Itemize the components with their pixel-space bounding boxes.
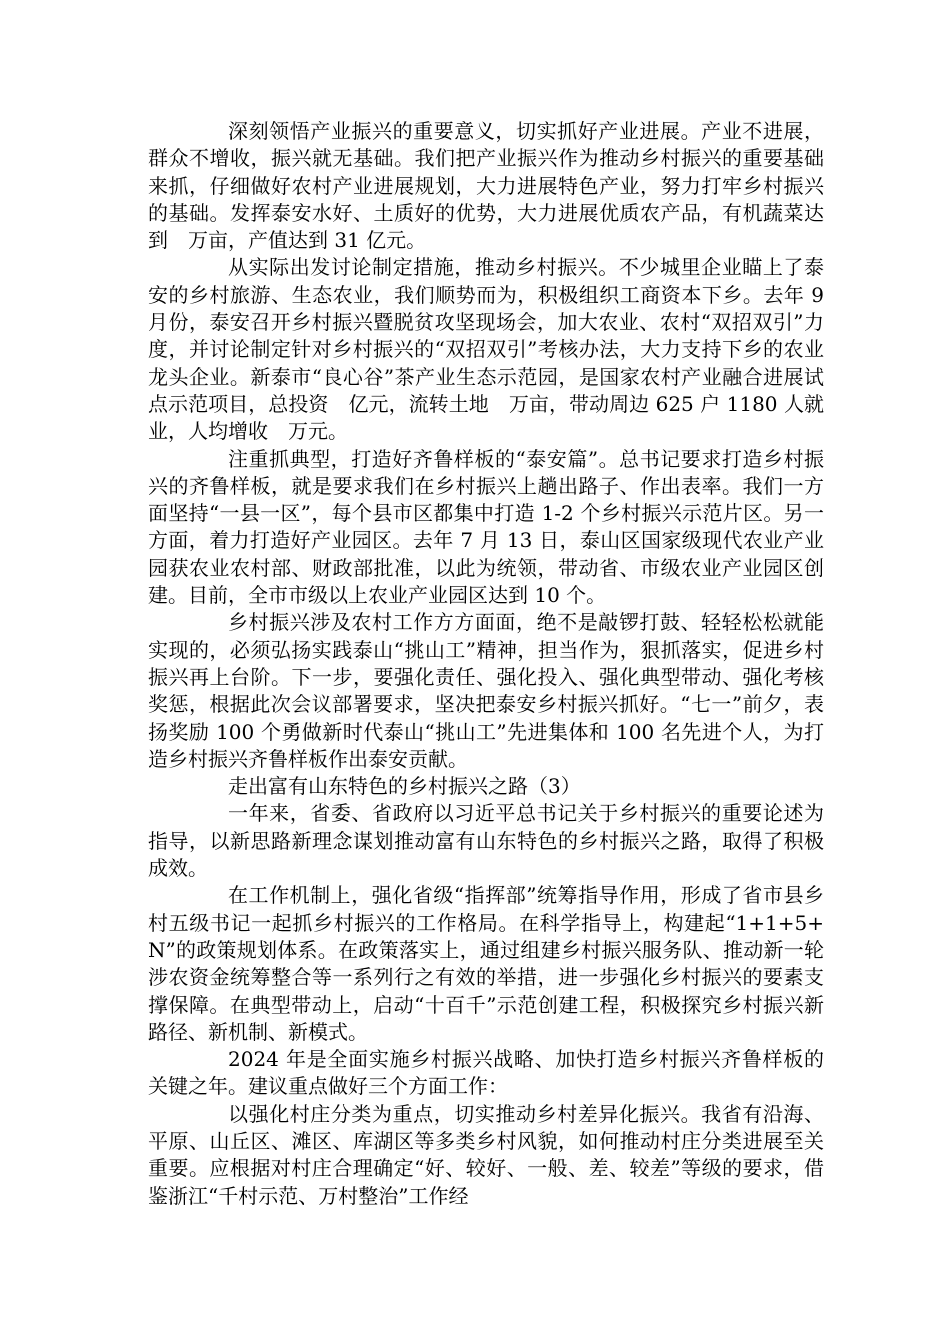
paragraph-industry-revival: 深刻领悟产业振兴的重要意义，切实抓好产业进展。产业不进展，群众不增收，振兴就无基础。我们把产业振兴作为推动乡村振兴的重要基础来抓，仔细做好农村产业进展规划，大力进展特色产业，努力打牢乡村振兴的基础。发挥泰安水好、土质好的优势，大力进展优质农产品，有机蔬菜达到 万亩，产值达到 31 亿元。 (148, 119, 824, 253)
paragraph-work-mechanism: 在工作机制上，强化省级“指挥部”统筹指导作用，形成了省市县乡村五级书记一起抓乡村振兴的工作格局。在科学指导上，构建起“1+1+5+N”的政策规划体系。在政策落实上，通过组建乡村振兴服务队、推动新一轮涉农资金统筹整合等一系列行之有效的举措，进一步强化乡村振兴的要素支撑保障。在典型带动上，启动“十百千”示范创建工程，积极探究乡村振兴新路径、新机制、新模式。 (148, 883, 824, 1044)
paragraph-village-classification: 以强化村庄分类为重点，切实推动乡村差异化振兴。我省有沿海、平原、山丘区、滩区、库湖区等多类乡村风貌，如何推动村庄分类进展至关重要。应根据对村庄合理确定“好、较好、一般、差、较差”等级的要求，借鉴浙江“千村示范、万村整治”工作经 (148, 1101, 824, 1208)
section-heading: 走出富有山东特色的乡村振兴之路（3） (228, 774, 581, 799)
document-body (148, 118, 824, 1210)
paragraph-year-review: 一年来，省委、省政府以习近平总书记关于乡村振兴的重要论述为指导，以新思路新理念谋划推动富有山东特色的乡村振兴之路，取得了积极成效。 (148, 801, 824, 881)
paragraph-next-steps: 乡村振兴涉及农村工作方方面面，绝不是敲锣打鼓、轻轻松松就能实现的，必须弘扬实践泰山“挑山工”精神，担当作为，狠抓落实，促进乡村振兴再上台阶。下一步，要强化责任、强化投入、强化典型带动、强化考核奖惩，根据此次会议部署要求，坚决把泰安乡村振兴抓好。“七一”前夕，表扬奖励 100 个勇做新时代泰山“挑山工”先进集体和 100 名先进个人，为打造乡村振兴齐鲁样板作出泰安贡献。 (148, 610, 824, 771)
paragraph-2024-plan: 2024 年是全面实施乡村振兴战略、加快打造乡村振兴齐鲁样板的关键之年。建议重点做好三个方面工作： (148, 1047, 824, 1099)
paragraph-typical-models: 注重抓典型，打造好齐鲁样板的“泰安篇”。总书记要求打造乡村振兴的齐鲁样板，就是要求我们在乡村振兴上趟出路子、作出表率。我们一方面坚持“一县一区”，每个县市区都集中打造 1-2 个乡村振兴示范片区。另一方面，着力打造好产业园区。去年 7 月 13 日，泰山区国家级现代农业产业园获农业农村部、财政部批准，以此为统领，带动省、市级农业产业园区创建。目前，全市市级以上农业产业园区达到 10 个。 (148, 446, 824, 608)
paragraph-measures: 从实际出发讨论制定措施，推动乡村振兴。不少城里企业瞄上了泰安的乡村旅游、生态农业，我们顺势而为，积极组织工商资本下乡。去年 9 月份，泰安召开乡村振兴暨脱贫攻坚现场会，加大农业、农村“双招双引”力度，并讨论制定针对乡村振兴的“双招双引”考核办法，大力支持下乡的农业龙头企业。新泰市“良心谷”茶产业生态示范园，是国家农村产业融合进展试点示范项目，总投资 亿元，流转土地 万亩，带动周边 625 户 1180 人就业，人均增收 万元。 (148, 255, 824, 444)
